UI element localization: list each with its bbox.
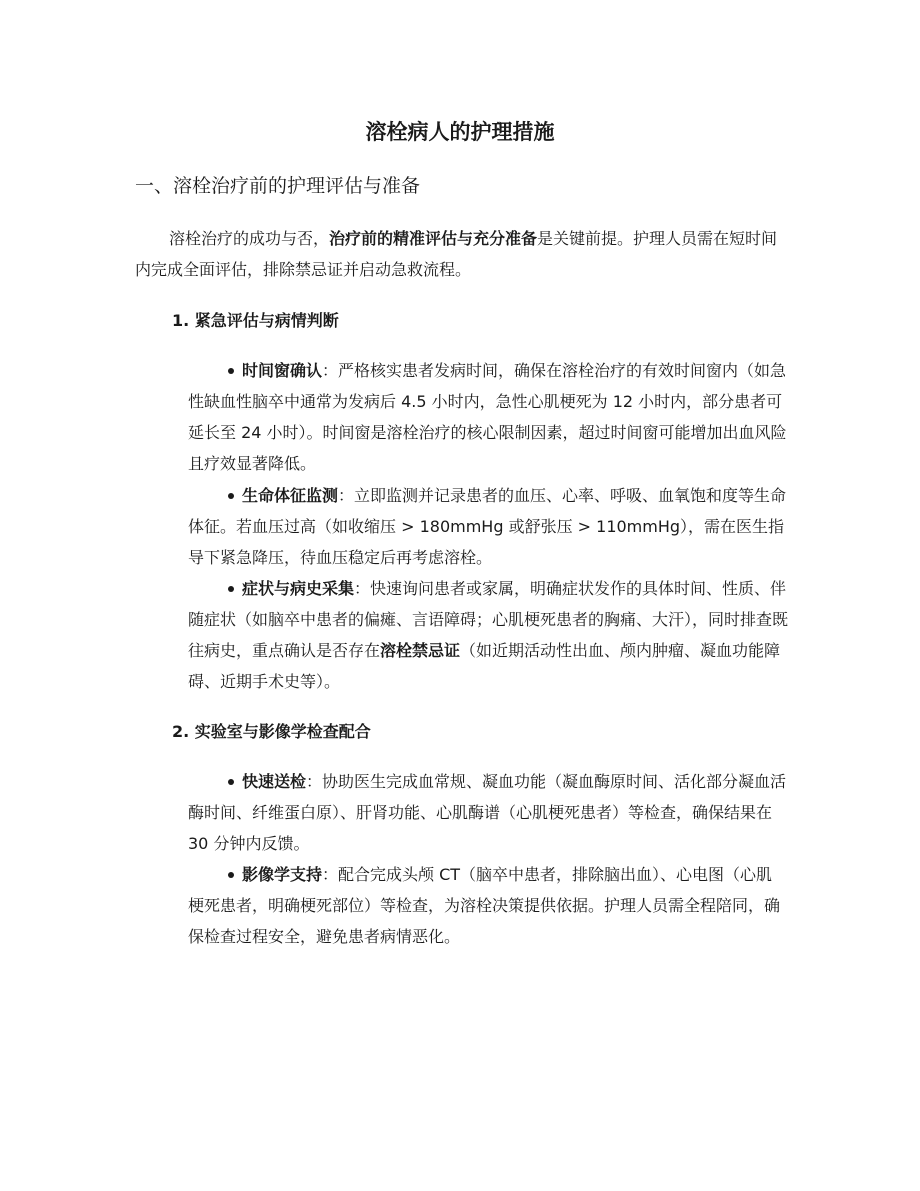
intro-text-bold: 治疗前的精准评估与充分准备 [329,229,538,248]
intro-text-pre: 溶栓治疗的成功与否， [169,229,330,248]
list-item-time-window [188,355,788,479]
subheading-emergency-assessment: 1. 紧急评估与病情判断 [172,311,339,330]
intro-paragraph [135,223,787,285]
section-heading-1: 一、溶栓治疗前的护理评估与准备 [135,175,421,197]
list-item-text: ：配合完成头颅 CT（脑卒中患者，排除脑出血）、心电图（心肌梗死患者，明确梗死部位）等检查，为溶栓决策提供依据。护理人员需全程陪同，确保检查过程安全，避免患者病情恶化。 [188,865,781,946]
list-item-label: 时间窗确认 [242,361,323,380]
list-item-label: 影像学支持 [242,865,323,884]
subheading-lab-imaging: 2. 实验室与影像学检查配合 [172,722,371,741]
intro-text-post: 是关键前提。护理人员需在短时间内完成全面评估，排除禁忌证并启动急救流程。 [135,229,778,279]
list-item-text: ：立即监测并记录患者的血压、心率、呼吸、血氧饱和度等生命体征。若血压过高（如收缩压 > 180mmHg 或舒张压 > 110mmHg），需在医生指导下紧急降压，待血压稳定后再考虑溶栓。 [188,486,787,567]
list-item-symptom-history [188,573,788,697]
list-item-text: （如近期活动性出血、颅内肿瘤、凝血功能障碍、近期手术史等）。 [188,641,781,691]
list-item-text: ：协助医生完成血常规、凝血功能（凝血酶原时间、活化部分凝血活酶时间、纤维蛋白原）、肝肾功能、心肌酶谱（心肌梗死患者）等检查，确保结果在 30 分钟内反馈。 [188,772,787,853]
list-item-label: 症状与病史采集 [242,579,355,598]
list-item-label: 生命体征监测 [242,486,339,505]
list-item-vital-signs [188,480,788,573]
list-item-fast-lab [188,766,788,859]
document-title: 溶栓病人的护理措施 [365,120,555,144]
list-item-label: 快速送检 [242,772,307,791]
list-item-text: ：严格核实患者发病时间，确保在溶栓治疗的有效时间窗内（如急性缺血性脑卒中通常为发病后 4.5 小时内，急性心肌梗死为 12 小时内，部分患者可延长至 24 小时）。时间窗是溶栓治疗的核心限制因素，超过时间窗可能增加出血风险且疗效显著降低。 [188,361,787,473]
list-item-imaging-support [188,859,788,952]
list-item-bold-text: 溶栓禁忌证 [380,641,461,660]
list-item-text: ：快速询问患者或家属，明确症状发作的具体时间、性质、伴随症状（如脑卒中患者的偏瘫、言语障碍；心肌梗死患者的胸痛、大汗），同时排查既往病史，重点确认是否存在 [188,579,789,660]
